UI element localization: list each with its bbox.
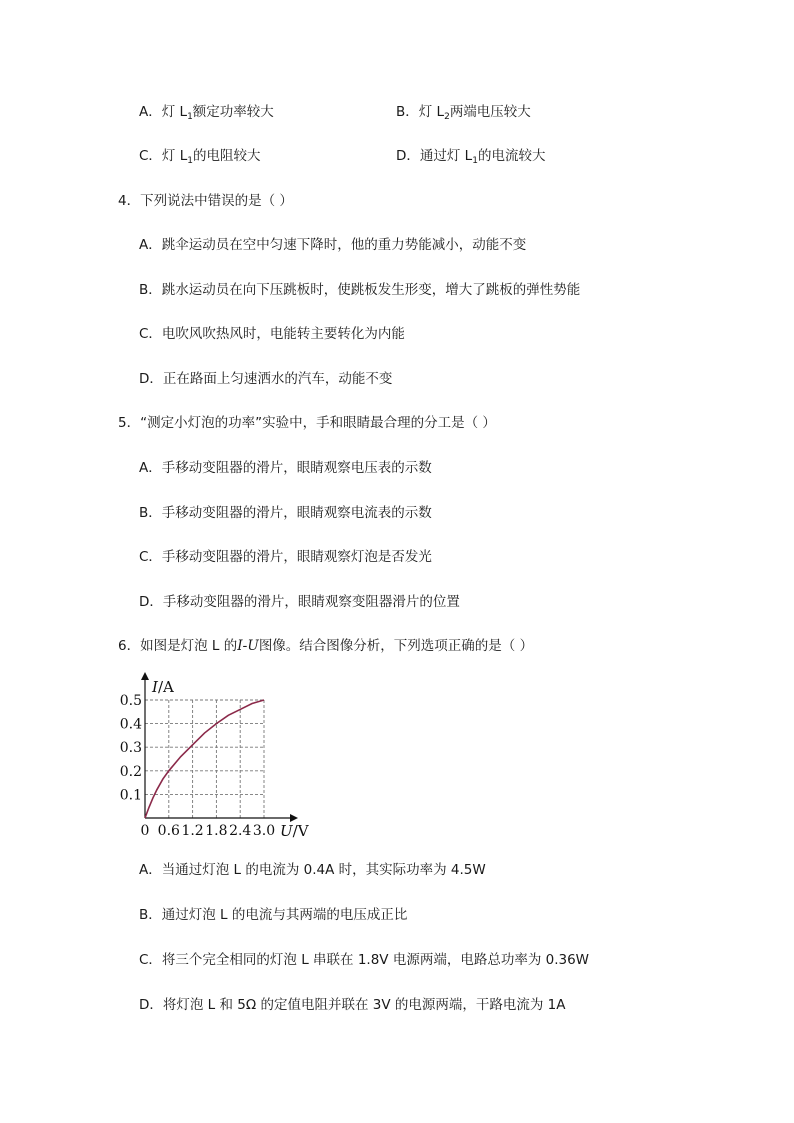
q3-option-c-subscript: 1 [187,156,193,166]
y-axis-label [151,678,174,696]
q3-option-a-subscript: 1 [187,112,193,122]
q5-option-a: A．手移动变阻器的滑片，眼睛观察电压表的示数 [139,460,432,476]
q6-stem-pre: 6．如图是灯泡 L 的 [118,638,238,654]
y-tick-label: 0.5 [119,693,142,709]
x-axis-arrow [290,814,298,822]
q3-option-a-text: A．灯 L [139,104,188,120]
q3-option-c [139,146,260,166]
y-tick-label: 0.1 [119,787,142,804]
y-tick-label: 0.3 [119,740,142,757]
q5-option-c: C．手移动变阻器的滑片，眼睛观察灯泡是否发光 [139,549,432,565]
y-axis-label-unit: /A [157,678,174,696]
x-axis-label [280,822,310,840]
q6-stem-post: 图像。结合图像分析，下列选项正确的是（ ） [258,638,534,654]
q3-option-d-suffix: 的电流较大 [477,148,546,164]
q3-option-d-text: D．通过灯 L [396,148,473,164]
q3-option-d [396,146,545,166]
q6-stem-var-i: I [237,638,243,654]
q3-option-b [396,102,531,122]
q6-option-b: B．通过灯泡 L 的电流与其两端的电压成正比 [139,907,408,923]
y-axis-arrow [141,672,149,680]
y-tick-label: 0.4 [119,716,142,733]
q4-option-c: C．电吹风吹热风时，电能转主要转化为内能 [139,326,405,342]
x-axis-label-var: U [280,822,293,840]
y-axis-label-var: I [152,678,158,696]
y-tick-label: 0.2 [119,763,142,780]
iu-chart [114,668,314,848]
q3-option-d-subscript: 1 [472,156,478,166]
q5-option-d: D．手移动变阻器的滑片，眼睛观察变阻器滑片的位置 [139,594,460,610]
q3-option-a [139,102,274,122]
q5-option-b: B．手移动变阻器的滑片，眼睛观察电流表的示数 [139,505,432,521]
origin-label: 0 [140,823,150,839]
q3-option-a-suffix: 额定功率较大 [192,104,274,120]
q5-stem: 5．“测定小灯泡的功率”实验中，手和眼睛最合理的分工是（ ） [118,415,496,431]
chart-ticks [120,693,275,839]
q3-option-b-subscript: 2 [444,112,450,122]
q6-option-d: D．将灯泡 L 和 5Ω 的定值电阻并联在 3V 的电源两端，干路电流为 1A [139,997,566,1013]
q3-option-b-suffix: 两端电压较大 [449,104,531,120]
q3-option-c-suffix: 的电阻较大 [192,148,261,164]
q4-option-b: B．跳水运动员在向下压跳板时，使跳板发生形变，增大了跳板的弹性势能 [139,282,581,298]
x-tick-label: 3.0 [252,823,276,839]
q3-option-c-text: C．灯 L [139,148,188,164]
chart-grid [145,700,264,818]
q6-option-a: A．当通过灯泡 L 的电流为 0.4A 时，其实际功率为 4.5W [139,862,486,878]
q4-option-a: A．跳伞运动员在空中匀速下降时，他的重力势能减小，动能不变 [139,237,527,253]
q4-option-d: D．正在路面上匀速洒水的汽车，动能不变 [139,371,393,387]
x-tick-label: 2.4 [229,823,252,839]
q6-stem-dash: - [242,638,248,654]
x-tick-label: 1.8 [205,823,228,839]
x-axis-label-unit: /V [292,822,309,840]
x-tick-label: 0.6 [157,823,180,839]
q6-stem-var-u: U [247,638,259,654]
q4-stem: 4．下列说法中错误的是（ ） [118,193,293,209]
q6-option-c: C．将三个完全相同的灯泡 L 串联在 1.8V 电源两端，电路总功率为 0.36W [139,952,590,968]
q6-stem [118,636,533,656]
x-tick-label: 1.2 [181,823,204,839]
q3-option-b-text: B．灯 L [396,104,445,120]
iu-curve [145,700,264,818]
